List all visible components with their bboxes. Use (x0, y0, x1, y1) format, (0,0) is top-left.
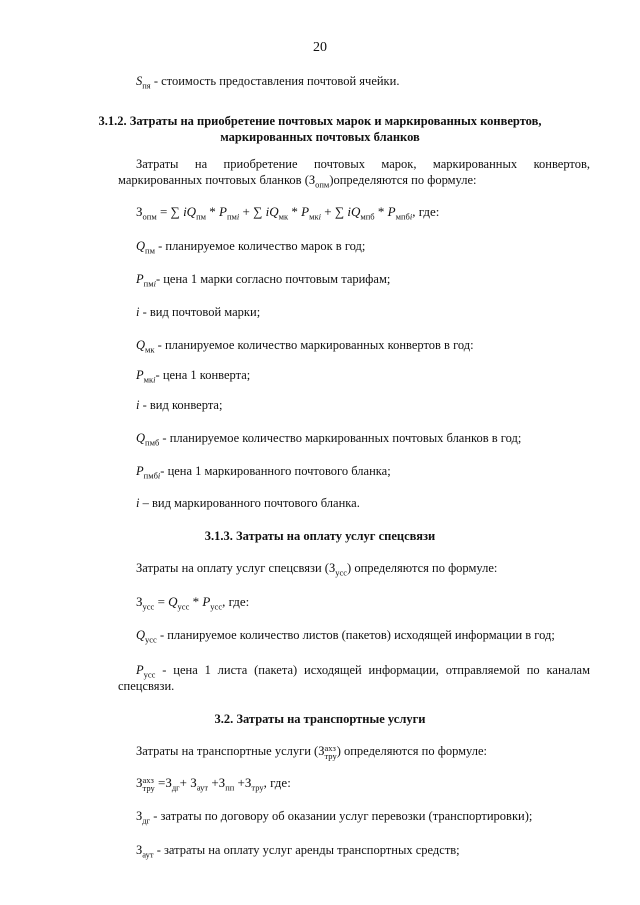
def-p-mki: $P_{мкi}-$ цена 1 конверта; (136, 368, 251, 385)
formula-3: З axз тру $=З_{дг}+ З_{аут} +З_{пп} +З_{тру}$, где: (136, 775, 291, 794)
def-i-blank: i – вид маркированного почтового бланка. (136, 496, 360, 510)
def-p-pmi: $P_{пмi}-$ цена 1 марки согласно почтовым тарифам; (136, 272, 391, 289)
section-heading-3-2: 3.2. Затраты на транспортные услуги (214, 712, 426, 726)
def-q-pmb: $Q_{пмб}$ - планируемое количество маркированных почтовых бланков в год; (136, 431, 522, 448)
def-p-usc-line-2: спецсвязи. (118, 679, 175, 693)
formula-2: $З_{усс} = Q_{усс} * P_{усс}$, где: (136, 594, 250, 612)
page-number: 20 (313, 40, 327, 55)
def-q-pm: $Q_{пм}$ - планируемое количество марок в год; (136, 239, 366, 256)
paragraph-2: Затраты на оплату услуг спецсвязи $(З_{усс})$ определяются по формуле: (136, 561, 498, 578)
def-i-envelope: i - вид конверта; (136, 398, 223, 412)
def-q-mk: $Q_{мк}$ - планируемое количество маркированных конвертов в год: (136, 338, 474, 355)
paragraph-1-line-2: маркированных почтовых бланков $(З_{опм})определяются$ по формуле: (118, 173, 477, 190)
paragraph-3: Затраты на транспортные услуги (З axз тру ) определяются по формуле: (136, 743, 488, 762)
formula-1: $З_{опм}$ = ∑ $iQ_{пм} * P_{пмi}$ + ∑ $iQ_{мк} * P_{мкi}$ + ∑ $iQ_{мпб} * P_{мпбi}$, где: (136, 204, 440, 222)
section-heading-3-1-2: 3.1.2. Затраты на приобретение почтовых марок и маркированных конвертов, маркированных почтовых бланков (98, 114, 542, 144)
def-s-pya: $S_{пя}$ - стоимость предоставления почтовой ячейки. (136, 74, 400, 91)
def-p-pmbi: $P_{пмбi}-$ цена 1 маркированного почтового бланка; (136, 464, 391, 481)
def-z-aut: $З_{аут}$ - затраты на оплату услуг аренды транспортных средств; (136, 843, 460, 860)
def-p-usc-line-1: $P_{усс}$ - цена 1 листа (пакета) исходящей информации, отправляемой по каналам (136, 663, 590, 680)
paragraph-1-line-1: Затраты на приобретение почтовых марок, маркированных конвертов, (136, 157, 590, 171)
def-z-dg: $З_{дг}$ - затраты по договору об оказании услуг перевозки (транспортировки); (136, 809, 533, 826)
section-heading-3-1-3: 3.1.3. Затраты на оплату услуг спецсвязи (204, 529, 436, 543)
def-i-stamp: i - вид почтовой марки; (136, 305, 261, 319)
def-q-usc: $Q_{усс}$ - планируемое количество листов (пакетов) исходящей информации в год; (136, 628, 555, 645)
